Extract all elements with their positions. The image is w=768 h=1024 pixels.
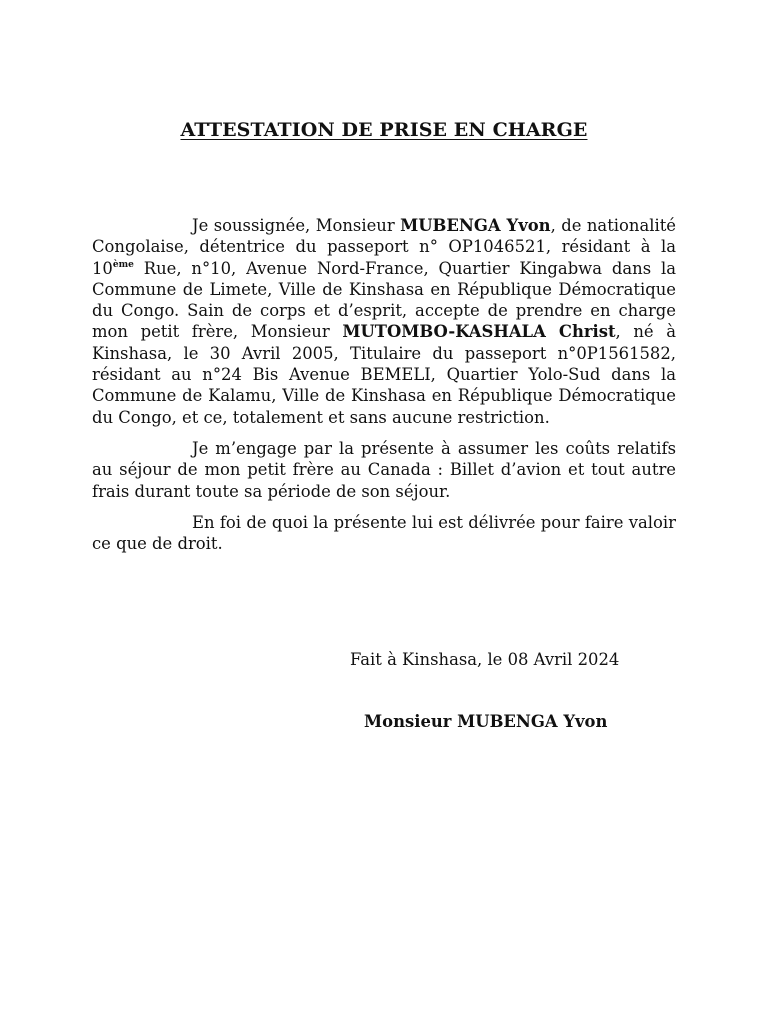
beneficiary-name: MUTOMBO-KASHALA Christ [342,322,616,342]
declaration-text-1: Je soussignée, Monsieur [192,216,401,235]
paragraph-declaration [92,215,676,428]
paragraph-conclusion: En foi de quoi la présente lui est délivrée pour faire valoir ce que de droit. [92,512,676,554]
document-title: ATTESTATION DE PRISE EN CHARGE [180,119,588,141]
ordinal-superscript: ème [112,259,134,270]
declarant-name: MUBENGA Yvon [400,216,551,235]
place-date-line: Fait à Kinshasa, le 08 Avril 2024 [350,650,620,669]
document-body [92,215,676,564]
declaration-text-2: , de nationalité Congolaise, détentrice du passeport n° OP1046521, résidant à la 10 [92,216,676,278]
paragraph-commitment: Je m’engage par la présente à assumer les coûts relatifs au séjour de mon petit frère au Canada : Billet d’avion et tout autre frais durant toute sa période de son séjour. [92,438,676,501]
declaration-text-3: Rue, n°10, Avenue Nord-France, Quartier Kingabwa dans la Commune de Limete, Ville de Kinshasa en République Démocratique du Congo. Sain de corps et d’esprit, accepte de prendre en charge mon petit frère, Monsieur [92,258,676,342]
declaration-text-4: , né à Kinshasa, le 30 Avril 2005, Titulaire du passeport n°0P1561582, résidant au n°24 Bis Avenue BEMELI, Quartier Yolo-Sud dans la Commune de Kalamu, Ville de Kinshasa en République Démocratique du Congo, et ce, totalement et sans aucune restriction. [92,322,676,427]
signature-name: Monsieur MUBENGA Yvon [364,712,608,731]
